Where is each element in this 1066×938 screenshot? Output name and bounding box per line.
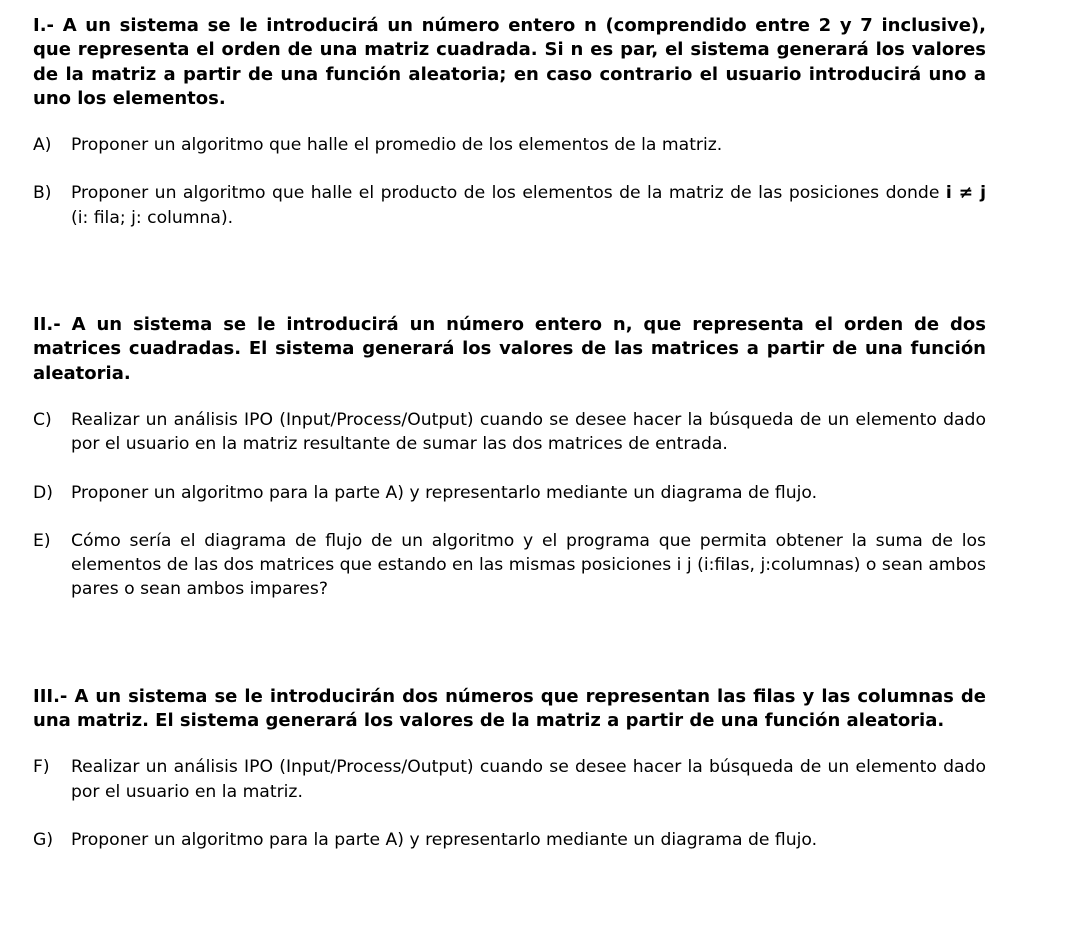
question-letter: D) xyxy=(33,482,53,503)
question-b xyxy=(33,181,986,230)
question-letter: F) xyxy=(33,757,50,778)
question-a xyxy=(33,133,986,157)
question-text: Realizar un análisis IPO (Input/Process/Output) cuando se desee hacer la búsqueda de un elemento dado por el usuario en la matriz resultante de sumar las dos matrices de entrada. xyxy=(71,409,986,455)
question-f xyxy=(33,755,986,804)
section-iii xyxy=(33,685,986,852)
question-letter: E) xyxy=(33,530,51,551)
question-text: Proponer un algoritmo que halle el promedio de los elementos de la matriz. xyxy=(71,135,723,156)
question-d xyxy=(33,481,986,505)
question-e xyxy=(33,529,986,602)
question-text: Cómo sería el diagrama de flujo de un algoritmo y el programa que permita obtener la suma de los elementos de las dos matrices que estando en las mismas posiciones i j (i:filas, j:columnas) o sean ambos pares o sean ambos impares? xyxy=(71,530,986,600)
question-text-pre: Proponer un algoritmo que halle el producto de los elementos de la matriz de las posiciones donde xyxy=(71,183,946,204)
question-g xyxy=(33,828,986,852)
section-i xyxy=(33,14,986,230)
question-text-post: (i: fila; j: columna). xyxy=(71,207,234,228)
section-heading: II.- A un sistema se le introducirá un número entero n, que representa el orden de dos matrices cuadradas. El sistema generará los valores de las matrices a partir de una función aleatoria. xyxy=(33,314,986,384)
question-text: Proponer un algoritmo para la parte A) y representarlo mediante un diagrama de flujo. xyxy=(71,829,818,850)
section-ii xyxy=(33,313,986,602)
question-c xyxy=(33,408,986,457)
section-heading: I.- A un sistema se le introducirá un número entero n (comprendido entre 2 y 7 inclusive), que representa el orden de una matriz cuadrada. Si n es par, el sistema generará los valores de la matriz a partir de una función aleatoria; en caso contrario el usuario introducirá uno a uno los elementos. xyxy=(33,15,986,109)
question-letter: A) xyxy=(33,135,52,156)
section-spacer xyxy=(33,626,986,685)
question-text: Realizar un análisis IPO (Input/Process/Output) cuando se desee hacer la búsqueda de un elemento dado por el usuario en la matriz. xyxy=(71,757,986,802)
section-spacer xyxy=(33,254,986,313)
question-letter: G) xyxy=(33,829,54,850)
exercise-document xyxy=(33,14,986,876)
question-text: Proponer un algoritmo para la parte A) y representarlo mediante un diagrama de flujo. xyxy=(71,482,818,503)
question-letter: B) xyxy=(33,183,52,204)
question-text xyxy=(71,181,986,230)
question-letter: C) xyxy=(33,409,52,430)
question-text-condition: i ≠ j xyxy=(945,183,986,204)
section-heading: III.- A un sistema se le introducirán dos números que representan las filas y las columnas de una matriz. El sistema generará los valores de la matriz a partir de una función aleatoria. xyxy=(33,685,986,732)
